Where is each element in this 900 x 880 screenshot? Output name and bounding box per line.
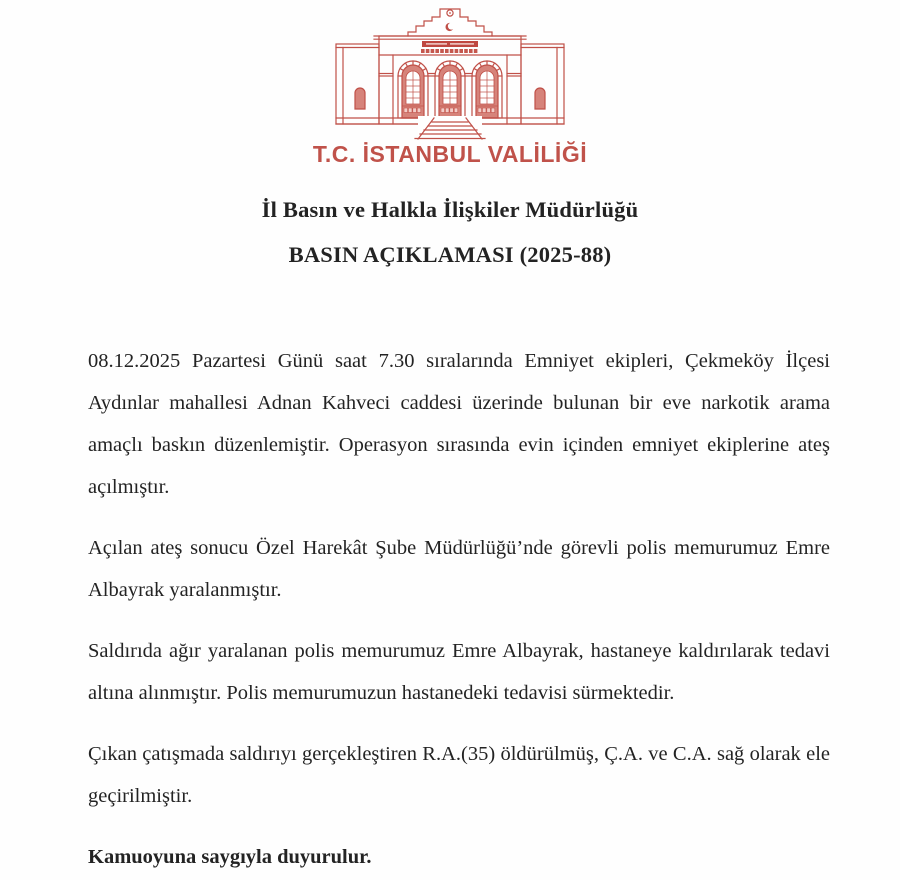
paragraph-3: Saldırıda ağır yaralanan polis memurumuz Emre Albayrak, hastaneye kaldırılarak tedavi altına alınmıştır. Polis memurumuzun hastanedeki tedavisi sürmektedir. (88, 640, 830, 704)
paragraph-4: Çıkan çatışmada saldırıyı gerçekleştiren R.A.(35) öldürülmüş, Ç.A. ve C.A. sağ olarak ele geçirilmiştir. (88, 743, 830, 807)
logo (0, 0, 900, 168)
logo-caption: T.C. İSTANBUL VALİLİĞİ (312, 141, 588, 167)
closing-line: Kamuoyuna saygıyla duyurulur. (88, 846, 372, 868)
paragraph-1: 08.12.2025 Pazartesi Günü saat 7.30 sıralarında Emniyet ekipleri, Çekmeköy İlçesi Aydınlar mahallesi Adnan Kahveci caddesi üzerinde bulunan bir eve narkotik arama amaçlı baskın düzenlemiştir. Operasyon sırasında evin içinden emniyet ekiplerine ateş açılmıştır. (88, 350, 830, 498)
department-name: İl Basın ve Halkla İlişkiler Müdürlüğü (261, 197, 639, 222)
paragraph-2: Açılan ateş sonucu Özel Harekât Şube Müdürlüğü’nde görevli polis memurumuz Emre Albayrak yaralanmıştır. (88, 537, 830, 601)
istanbul-governorship-building-icon (332, 6, 568, 140)
press-release-body (88, 340, 830, 878)
press-release-title: BASIN AÇIKLAMASI (2025-88) (288, 242, 612, 267)
document-headings (0, 197, 900, 268)
